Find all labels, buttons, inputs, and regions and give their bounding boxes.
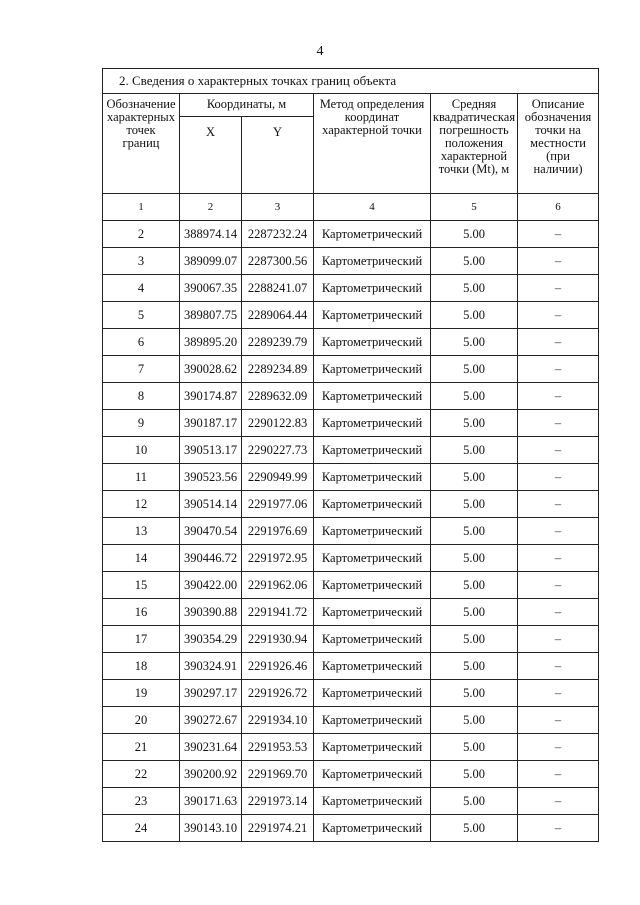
column-number: 2: [180, 194, 242, 221]
header-line: характерной: [440, 149, 508, 163]
section-title: 2. Сведения о характерных точках границ объекта: [103, 69, 599, 94]
accuracy-cell: 5.00: [431, 356, 518, 383]
header-line: Метод определения: [319, 97, 425, 111]
y-coordinate-cell: 2289064.44: [242, 302, 314, 329]
point-cell: 9: [103, 410, 180, 437]
x-coordinate-cell: 389895.20: [180, 329, 242, 356]
header-method: [314, 94, 431, 194]
table-row: [103, 275, 599, 302]
header-line: местности: [530, 136, 586, 150]
y-coordinate-cell: 2291930.94: [242, 626, 314, 653]
column-number: 1: [103, 194, 180, 221]
table-body: [103, 221, 599, 842]
y-coordinate-cell: 2291953.53: [242, 734, 314, 761]
point-cell: 4: [103, 275, 180, 302]
table-row: [103, 761, 599, 788]
point-cell: 20: [103, 707, 180, 734]
accuracy-cell: 5.00: [431, 761, 518, 788]
y-coordinate-cell: 2289632.09: [242, 383, 314, 410]
table-row: [103, 545, 599, 572]
header-line: координат: [344, 110, 400, 124]
accuracy-cell: 5.00: [431, 491, 518, 518]
description-cell: –: [518, 815, 599, 842]
table-row: [103, 680, 599, 707]
accuracy-cell: 5.00: [431, 518, 518, 545]
method-cell: Картометрический: [314, 248, 431, 275]
x-coordinate-cell: 390231.64: [180, 734, 242, 761]
table-row: [103, 383, 599, 410]
table-row: [103, 815, 599, 842]
point-cell: 13: [103, 518, 180, 545]
description-cell: –: [518, 248, 599, 275]
header-line: Средняя: [451, 97, 497, 111]
accuracy-cell: 5.00: [431, 302, 518, 329]
header-row: [103, 94, 599, 117]
description-cell: –: [518, 410, 599, 437]
header-line: точки (Mt), м: [438, 162, 510, 176]
table-row: [103, 788, 599, 815]
y-coordinate-cell: 2291969.70: [242, 761, 314, 788]
header-line: точки на: [535, 123, 581, 137]
method-cell: Картометрический: [314, 518, 431, 545]
y-coordinate-cell: 2291926.46: [242, 653, 314, 680]
accuracy-cell: 5.00: [431, 383, 518, 410]
method-cell: Картометрический: [314, 410, 431, 437]
header-x: X: [180, 117, 242, 194]
point-cell: 21: [103, 734, 180, 761]
accuracy-cell: 5.00: [431, 275, 518, 302]
column-number: 6: [518, 194, 599, 221]
column-number: 4: [314, 194, 431, 221]
method-cell: Картометрический: [314, 302, 431, 329]
method-cell: Картометрический: [314, 437, 431, 464]
method-cell: Картометрический: [314, 545, 431, 572]
point-cell: 12: [103, 491, 180, 518]
method-cell: Картометрический: [314, 383, 431, 410]
method-cell: Картометрический: [314, 464, 431, 491]
table-row: [103, 653, 599, 680]
table-row: [103, 410, 599, 437]
x-coordinate-cell: 390523.56: [180, 464, 242, 491]
header-line: границ: [122, 136, 160, 150]
table-row: [103, 248, 599, 275]
header-line: обозначения: [524, 110, 592, 124]
y-coordinate-cell: 2288241.07: [242, 275, 314, 302]
x-coordinate-cell: 390324.91: [180, 653, 242, 680]
description-cell: –: [518, 383, 599, 410]
method-cell: Картометрический: [314, 734, 431, 761]
point-cell: 22: [103, 761, 180, 788]
x-coordinate-cell: 390354.29: [180, 626, 242, 653]
method-cell: Картометрический: [314, 815, 431, 842]
x-coordinate-cell: 390174.87: [180, 383, 242, 410]
method-cell: Картометрический: [314, 329, 431, 356]
accuracy-cell: 5.00: [431, 329, 518, 356]
accuracy-cell: 5.00: [431, 437, 518, 464]
x-coordinate-cell: 390513.17: [180, 437, 242, 464]
y-coordinate-cell: 2287232.24: [242, 221, 314, 248]
y-coordinate-cell: 2291973.14: [242, 788, 314, 815]
point-cell: 8: [103, 383, 180, 410]
column-number: 3: [242, 194, 314, 221]
table-row: [103, 626, 599, 653]
x-coordinate-cell: 388974.14: [180, 221, 242, 248]
description-cell: –: [518, 302, 599, 329]
description-cell: –: [518, 545, 599, 572]
header-line: Описание: [531, 97, 585, 111]
point-cell: 5: [103, 302, 180, 329]
method-cell: Картометрический: [314, 491, 431, 518]
y-coordinate-cell: 2291974.21: [242, 815, 314, 842]
accuracy-cell: 5.00: [431, 626, 518, 653]
x-coordinate-cell: 390143.10: [180, 815, 242, 842]
description-cell: –: [518, 221, 599, 248]
accuracy-cell: 5.00: [431, 545, 518, 572]
table-row: [103, 464, 599, 491]
x-coordinate-cell: 389099.07: [180, 248, 242, 275]
method-cell: Картометрический: [314, 788, 431, 815]
description-cell: –: [518, 599, 599, 626]
header-description: [518, 94, 599, 194]
description-cell: –: [518, 491, 599, 518]
description-cell: –: [518, 464, 599, 491]
header-coordinates: Координаты, м: [180, 94, 314, 117]
method-cell: Картометрический: [314, 707, 431, 734]
accuracy-cell: 5.00: [431, 788, 518, 815]
table-row: [103, 599, 599, 626]
section-title-row: [103, 69, 599, 94]
y-coordinate-cell: 2291941.72: [242, 599, 314, 626]
y-coordinate-cell: 2289234.89: [242, 356, 314, 383]
method-cell: Картометрический: [314, 572, 431, 599]
method-cell: Картометрический: [314, 626, 431, 653]
table-row: [103, 518, 599, 545]
point-cell: 23: [103, 788, 180, 815]
accuracy-cell: 5.00: [431, 734, 518, 761]
description-cell: –: [518, 680, 599, 707]
accuracy-cell: 5.00: [431, 221, 518, 248]
column-number: 5: [431, 194, 518, 221]
y-coordinate-cell: 2290122.83: [242, 410, 314, 437]
table-row: [103, 734, 599, 761]
point-cell: 15: [103, 572, 180, 599]
description-cell: –: [518, 707, 599, 734]
x-coordinate-cell: 390390.88: [180, 599, 242, 626]
point-cell: 10: [103, 437, 180, 464]
accuracy-cell: 5.00: [431, 599, 518, 626]
page-number: 4: [316, 44, 324, 59]
x-coordinate-cell: 390187.17: [180, 410, 242, 437]
method-cell: Картометрический: [314, 599, 431, 626]
accuracy-cell: 5.00: [431, 707, 518, 734]
description-cell: –: [518, 653, 599, 680]
method-cell: Картометрический: [314, 653, 431, 680]
table-row: [103, 356, 599, 383]
header-line: наличии): [533, 162, 583, 176]
accuracy-cell: 5.00: [431, 572, 518, 599]
y-coordinate-cell: 2291926.72: [242, 680, 314, 707]
description-cell: –: [518, 518, 599, 545]
x-coordinate-cell: 390200.92: [180, 761, 242, 788]
accuracy-cell: 5.00: [431, 653, 518, 680]
point-cell: 7: [103, 356, 180, 383]
y-coordinate-cell: 2291972.95: [242, 545, 314, 572]
y-coordinate-cell: 2290949.99: [242, 464, 314, 491]
description-cell: –: [518, 329, 599, 356]
point-cell: 16: [103, 599, 180, 626]
header-accuracy: [431, 94, 518, 194]
method-cell: Картометрический: [314, 761, 431, 788]
y-coordinate-cell: 2291934.10: [242, 707, 314, 734]
y-coordinate-cell: 2290227.73: [242, 437, 314, 464]
table-row: [103, 437, 599, 464]
boundary-points-table: [102, 68, 599, 842]
description-cell: –: [518, 356, 599, 383]
header-line: (при: [546, 149, 570, 163]
x-coordinate-cell: 390028.62: [180, 356, 242, 383]
header-line: квадратическая: [432, 110, 516, 124]
x-coordinate-cell: 390067.35: [180, 275, 242, 302]
description-cell: –: [518, 788, 599, 815]
point-cell: 11: [103, 464, 180, 491]
x-coordinate-cell: 390446.72: [180, 545, 242, 572]
point-cell: 24: [103, 815, 180, 842]
header-line: Обозначение: [106, 97, 176, 111]
header-line: положения: [444, 136, 504, 150]
table-row: [103, 302, 599, 329]
method-cell: Картометрический: [314, 680, 431, 707]
description-cell: –: [518, 626, 599, 653]
table-row: [103, 329, 599, 356]
point-cell: 2: [103, 221, 180, 248]
table-row: [103, 572, 599, 599]
header-line: характерных: [107, 110, 175, 124]
x-coordinate-cell: 390171.63: [180, 788, 242, 815]
y-coordinate-cell: 2291976.69: [242, 518, 314, 545]
accuracy-cell: 5.00: [431, 464, 518, 491]
column-number-row: [103, 194, 599, 221]
y-coordinate-cell: 2289239.79: [242, 329, 314, 356]
x-coordinate-cell: 390272.67: [180, 707, 242, 734]
header-designation: [103, 94, 180, 194]
point-cell: 18: [103, 653, 180, 680]
header-line: точек: [126, 123, 156, 137]
accuracy-cell: 5.00: [431, 680, 518, 707]
x-coordinate-cell: 389807.75: [180, 302, 242, 329]
x-coordinate-cell: 390470.54: [180, 518, 242, 545]
description-cell: –: [518, 572, 599, 599]
description-cell: –: [518, 734, 599, 761]
x-coordinate-cell: 390422.00: [180, 572, 242, 599]
accuracy-cell: 5.00: [431, 815, 518, 842]
x-coordinate-cell: 390297.17: [180, 680, 242, 707]
description-cell: –: [518, 761, 599, 788]
accuracy-cell: 5.00: [431, 248, 518, 275]
point-cell: 3: [103, 248, 180, 275]
x-coordinate-cell: 390514.14: [180, 491, 242, 518]
method-cell: Картометрический: [314, 221, 431, 248]
point-cell: 6: [103, 329, 180, 356]
description-cell: –: [518, 437, 599, 464]
y-coordinate-cell: 2291962.06: [242, 572, 314, 599]
point-cell: 17: [103, 626, 180, 653]
method-cell: Картометрический: [314, 356, 431, 383]
point-cell: 14: [103, 545, 180, 572]
table-row: [103, 491, 599, 518]
header-line: характерной точки: [322, 123, 422, 137]
description-cell: –: [518, 275, 599, 302]
method-cell: Картометрический: [314, 275, 431, 302]
accuracy-cell: 5.00: [431, 410, 518, 437]
y-coordinate-cell: 2287300.56: [242, 248, 314, 275]
table-row: [103, 221, 599, 248]
y-coordinate-cell: 2291977.06: [242, 491, 314, 518]
header-line: погрешность: [439, 123, 509, 137]
header-y: Y: [242, 117, 314, 194]
point-cell: 19: [103, 680, 180, 707]
table-row: [103, 707, 599, 734]
